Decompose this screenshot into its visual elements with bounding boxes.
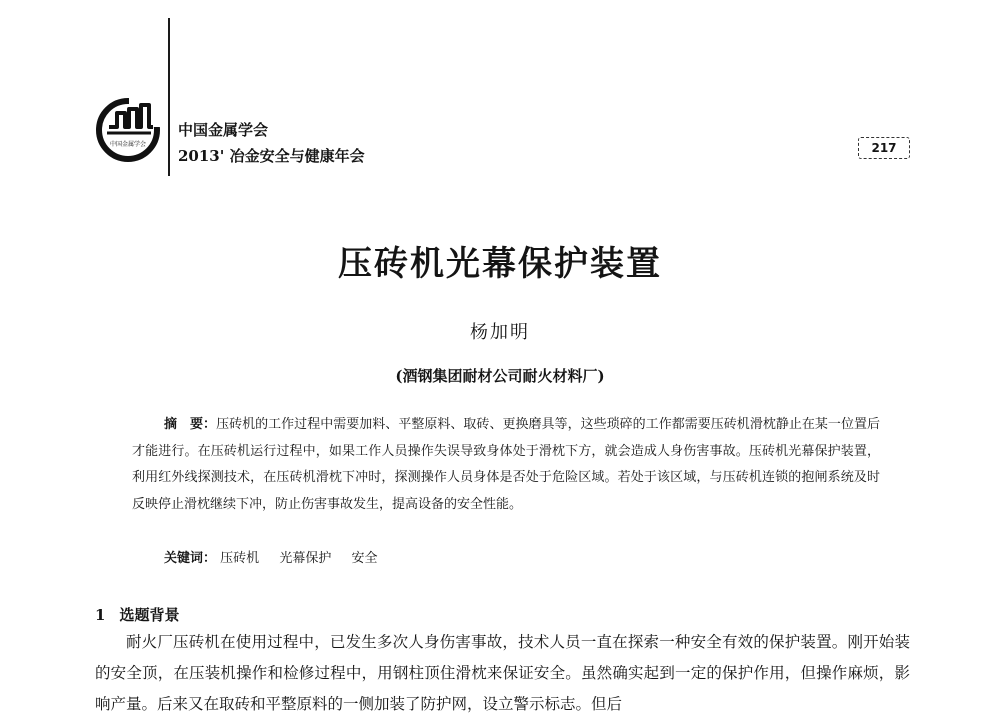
logo-text: 中国金属学会 xyxy=(109,141,147,148)
society-name: 中国金属学会 xyxy=(178,121,269,139)
paper-author: 杨加明 xyxy=(470,322,530,343)
conference-name: 2013' 冶金安全与健康年会 xyxy=(178,147,365,165)
section-heading xyxy=(95,604,179,625)
society-logo xyxy=(95,97,161,163)
abstract xyxy=(132,412,880,518)
keyword-item: 光幕保护 xyxy=(279,551,332,566)
abstract-text: 压砖机的工作过程中需要加料、平整原料、取砖、更换磨具等，这些琐碎的工作都需要压砖机滑枕静止在某一位置后才能进行。在压砖机运行过程中，如果工作人员操作失误导致身体处于滑枕下方，就会造成人身伤害事故。压砖机光幕保护装置，利用红外线探测技术，在压砖机滑枕下冲时，探测操作人员身体是否处于危险区域。若处于该区域，与压砖机连锁的抱闸系统及时反映停止滑枕继续下冲，防止伤害事故发生，提高设备的安全性能。 xyxy=(132,417,880,512)
header-divider xyxy=(168,18,170,176)
section-number: 1 xyxy=(95,606,106,624)
society-logo-icon xyxy=(95,97,161,163)
section-body-text: 耐火厂压砖机在使用过程中，已发生多次人身伤害事故，技术人员一直在探索一种安全有效的保护装置。刚开始装的安全顶，在压装机操作和检修过程中，用钢柱顶住滑枕来保证安全。虽然确实起到一定的保护作用，但操作麻烦，影响产量。后来又在取砖和平整原料的一侧加装了防护网，设立警示标志。但后 xyxy=(95,633,910,713)
keyword-item: 压砖机 xyxy=(220,551,260,566)
keywords xyxy=(164,546,393,572)
paper-affiliation: (酒钢集团耐材公司耐火材料厂) xyxy=(395,367,605,385)
page-number-badge: 217 xyxy=(858,137,910,159)
abstract-label: 摘 要： xyxy=(164,417,217,432)
section-title: 选题背景 xyxy=(119,606,180,624)
keywords-label: 关键词： xyxy=(164,551,217,566)
paper-title: 压砖机光幕保护装置 xyxy=(338,244,662,284)
keyword-item: 安全 xyxy=(351,551,378,566)
